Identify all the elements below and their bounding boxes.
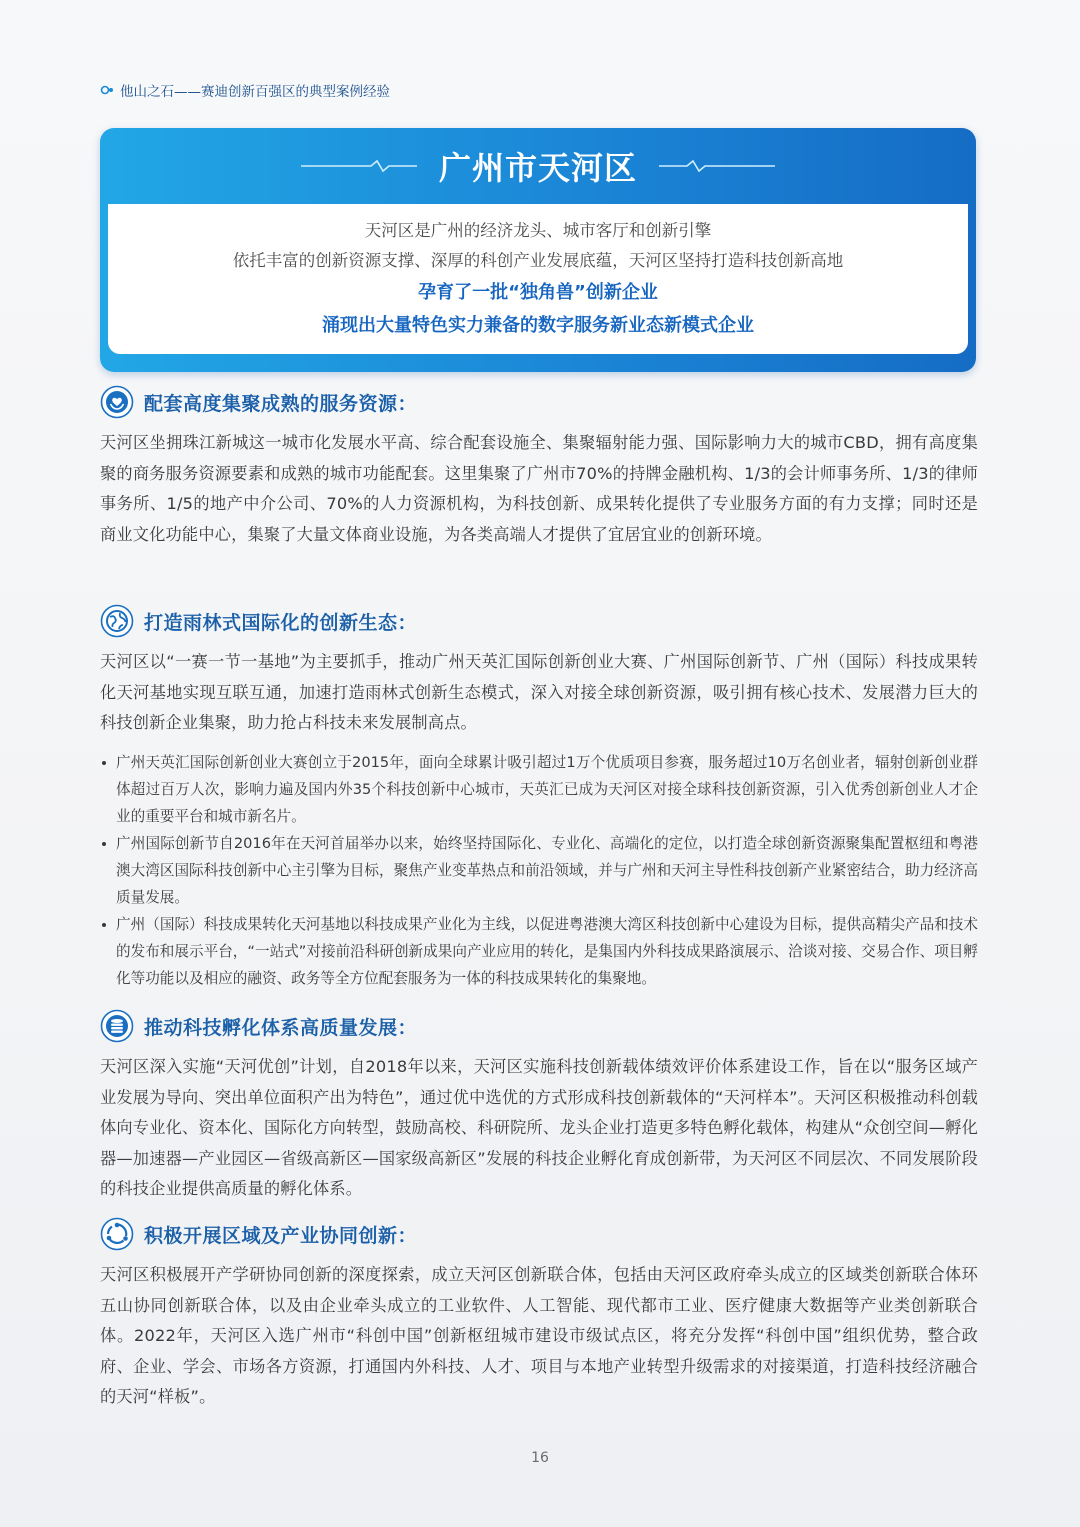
hands-heart-icon xyxy=(100,385,134,419)
hero-summary-box xyxy=(108,204,968,354)
hero-line: 依托丰富的创新资源支撑、深厚的科创产业发展底蕴，天河区坚持打造科技创新高地 xyxy=(232,251,844,270)
section-service-resources xyxy=(100,384,978,550)
section-innovation-ecosystem xyxy=(100,603,978,992)
section-title: 打造雨林式国际化的创新生态： xyxy=(144,611,418,634)
section-paragraph: 天河区深入实施“天河优创”计划，自2018年以来，天河区实施科技创新载体绩效评价体系建设工作，旨在以“服务区域产业发展为导向、突出单位面积产出为特色”，通过优中选优的方式形成科技创新载体的“天河样本”。天河区积极推动科创载体向专业化、资本化、国际化方向转型，鼓励高校、科研院所、龙头企业打造更多特色孵化载体，构建从“众创空间—孵化器—加速器—产业园区—省级高新区—国家级高新区”发展的科技企业孵化育成创新带，为天河区不同层次、不同发展阶段的科技企业提供高质量的孵化体系。 xyxy=(100,1057,978,1198)
hero-highlight: 孕育了一批“独角兽”创新企业 xyxy=(418,282,658,303)
hero-highlight: 涌现出大量特色实力兼备的数字服务新业态新模式企业 xyxy=(322,315,754,336)
cycle-arrows-icon xyxy=(100,1217,134,1251)
pulse-line-icon xyxy=(301,159,417,173)
pulse-line-icon xyxy=(659,159,775,173)
hero-title: 广州市天河区 xyxy=(438,149,637,187)
hero-card xyxy=(100,128,976,372)
page-number: 16 xyxy=(531,1450,549,1466)
section-title: 配套高度集聚成熟的服务资源： xyxy=(144,392,418,415)
section-heading xyxy=(100,1216,978,1252)
section-heading xyxy=(100,384,978,420)
bullet-list xyxy=(100,749,978,992)
list-item: 广州国际创新节自2016年在天河首届举办以来，始终坚持国际化、专业化、高端化的定位，以打造全球创新资源聚集配置枢纽和粤港澳大湾区国际科技创新中心主引擎为目标，聚焦产业变革热点和前沿领域，并与广州和天河主导性科技创新产业紧密结合，助力经济高质量发展。 xyxy=(100,830,978,911)
section-paragraph: 天河区坐拥珠江新城这一城市化发展水平高、综合配套设施全、集聚辐射能力强、国际影响力大的城市CBD，拥有高度集聚的商务服务资源要素和成熟的城市功能配套。这里集聚了广州市70%的持牌金融机构、1/3的会计师事务所、1/3的律师事务所、1/5的地产中介公司、70%的人力资源机构，为科技创新、成果转化提供了专业服务方面的有力支撑；同时还是商业文化功能中心，集聚了大量文体商业设施，为各类高端人才提供了宜居宜业的创新环境。 xyxy=(100,433,978,544)
section-regional-collaboration xyxy=(100,1216,978,1413)
coins-stack-icon xyxy=(100,1009,134,1043)
section-heading xyxy=(100,1008,978,1044)
section-incubation-system xyxy=(100,1008,978,1205)
section-paragraph: 天河区积极展开产学研协同创新的深度探索，成立天河区创新联合体，包括由天河区政府牵头成立的区域类创新联合体环五山协同创新联合体，以及由企业牵头成立的工业软件、人工智能、现代都市工业、医疗健康大数据等产业类创新联合体。2022年，天河区入选广州市“科创中国”创新枢纽城市建设市级试点区，将充分发挥“科创中国”组织优势，整合政府、企业、学会、市场各方资源，打通国内外科技、人才、项目与本地产业转型升级需求的对接渠道，打造科技经济融合的天河“样板”。 xyxy=(100,1265,978,1406)
list-item: 广州（国际）科技成果转化天河基地以科技成果产业化为主线，以促进粤港澳大湾区科技创新中心建设为目标，提供高精尖产品和技术的发布和展示平台，“一站式”对接前沿科研创新成果向产业应用的转化，是集国内外科技成果路演展示、洽谈对接、交易合作、项目孵化等功能以及相应的融资、政务等全方位配套服务为一体的科技成果转化的集聚地。 xyxy=(100,911,978,992)
ring-dot-icon xyxy=(100,85,114,95)
section-title: 积极开展区域及产业协同创新： xyxy=(144,1224,418,1247)
section-heading xyxy=(100,603,978,639)
running-head-text: 他山之石——赛迪创新百强区的典型案例经验 xyxy=(120,84,390,100)
hero-line: 天河区是广州的经济龙头、城市客厅和创新引擎 xyxy=(364,221,712,240)
running-head xyxy=(100,80,390,100)
hero-title-bar xyxy=(100,128,976,204)
list-item: 广州天英汇国际创新创业大赛创立于2015年，面向全球累计吸引超过1万个优质项目参赛，服务超过10万名创业者，辐射创新创业群体超过百万人次，影响力遍及国内外35个科技创新中心城市，天英汇已成为天河区对接全球科技创新资源，引入优秀创新创业人才企业的重要平台和城市新名片。 xyxy=(100,749,978,830)
section-paragraph: 天河区以“一赛一节一基地”为主要抓手，推动广州天英汇国际创新创业大赛、广州国际创新节、广州（国际）科技成果转化天河基地实现互联互通，加速打造雨林式创新生态模式，深入对接全球创新资源，吸引拥有核心技术、发展潜力巨大的科技创新企业集聚，助力抢占科技未来发展制高点。 xyxy=(100,652,978,732)
globe-icon xyxy=(100,604,134,638)
section-title: 推动科技孵化体系高质量发展： xyxy=(144,1016,418,1039)
